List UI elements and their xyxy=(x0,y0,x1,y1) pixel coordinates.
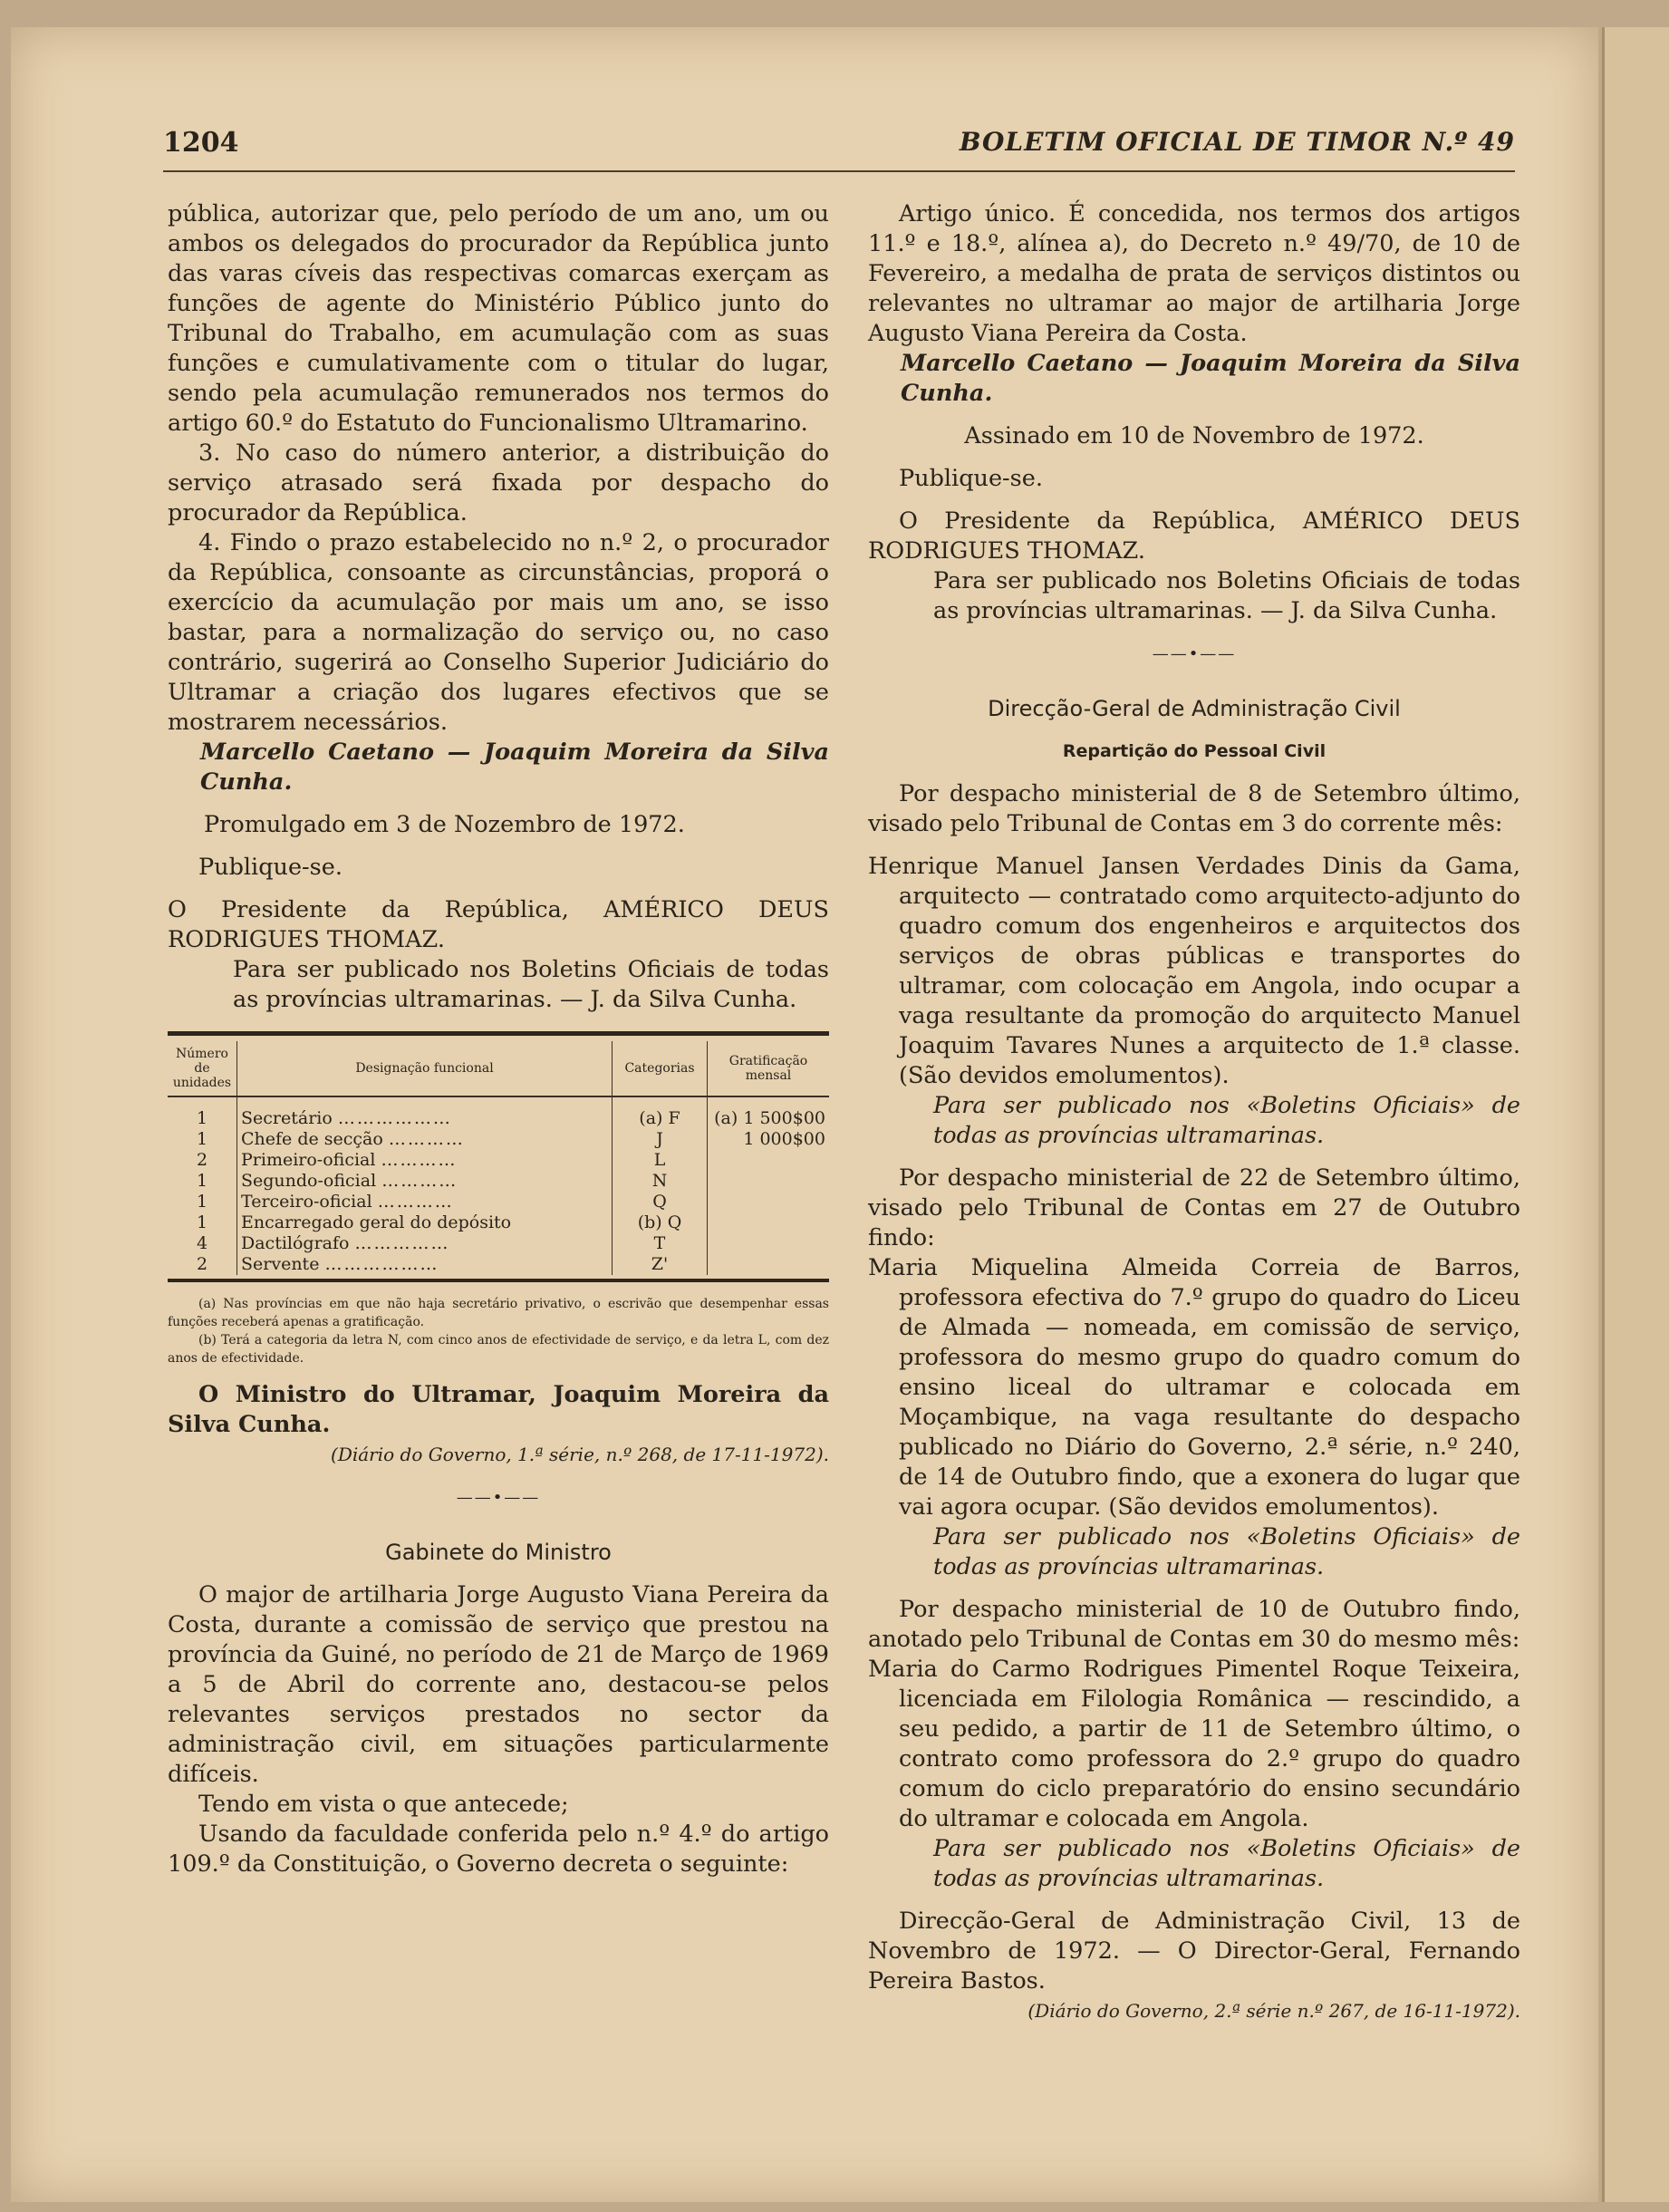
publication-order: Para ser publicado nos «Boletins Oficiais» de todas as províncias ultramarinas. xyxy=(933,1835,1520,1892)
left-column xyxy=(168,199,829,1879)
col-header-designation: Designação funcional xyxy=(237,1041,613,1096)
publique-se: Publique-se. xyxy=(198,854,342,881)
col-header-gratuity: Gratificação mensal xyxy=(708,1041,830,1096)
paragraph-3: 3. No caso do número anterior, a distribuição do serviço atrasado será fixada por despacho do procurador da República. xyxy=(168,440,829,526)
right-column xyxy=(868,199,1520,2026)
publication-order: Para ser publicado nos «Boletins Oficiais» de todas as províncias ultramarinas. xyxy=(933,1523,1520,1580)
sole-article: Artigo único. É concedida, nos termos dos artigos 11.º e 18.º, alínea a), do Decreto n.º 49/70, de 10 de Fevereiro, a medalha de prata de serviços distintos ou relevantes no ultramar ao major de artilharia Jorge Augusto Viana Pereira da Costa. xyxy=(868,200,1520,347)
table-row: 1 Segundo-oficial ………… N xyxy=(168,1171,829,1192)
president-line: O Presidente da República, AMÉRICO DEUS RODRIGUES THOMAZ. xyxy=(168,896,829,953)
paragraph-major: O major de artilharia Jorge Augusto Viana Pereira da Costa, durante a comissão de serviço que prestou na província da Guiné, no período de 21 de Março de 1969 a 5 de Abril do corrente ano, destacou-se pelos relevantes serviços prestados no sector da administração civil, em situações particularmente difíceis. xyxy=(168,1581,829,1788)
subsection-heading-reparticao: Repartição do Pessoal Civil xyxy=(1062,741,1327,761)
publique-se: Publique-se. xyxy=(899,465,1043,492)
table-row: 2 Servente ……………… Z' xyxy=(168,1254,829,1275)
table-row: 1 Chefe de secção ………… J 1 000$00 xyxy=(168,1129,829,1150)
appointment-maria-miquelina: Maria Miquelina Almeida Correia de Barros, professora efectiva do 7.º grupo do quadro do Liceu de Almada — nomeada, em comissão de serviço, professora do mesmo grupo do quadro comum do ensino liceal do ultramar e colocada em Moçambique, na vaga resultante do despacho publicado no Diário do Governo, 2.ª série, n.º 240, de 14 de Outubro findo, que a exonera do lugar que vai agora ocupar. (São devidos emolumentos). xyxy=(868,1254,1520,1521)
minister-signature: O Ministro do Ultramar, Joaquim Moreira da Silva Cunha. xyxy=(168,1381,829,1438)
header-rule xyxy=(163,170,1515,172)
president-line: O Presidente da República, AMÉRICO DEUS RODRIGUES THOMAZ. xyxy=(868,507,1520,565)
page-number: 1204 xyxy=(163,127,239,159)
section-heading-direccao: Direcção-Geral de Administração Civil xyxy=(988,696,1401,721)
table-note-b: (b) Terá a categoria da letra N, com cinco anos de efectividade de serviço, e da letra L, com dez anos de efectividade. xyxy=(168,1333,829,1366)
col-header-category: Categorias xyxy=(613,1041,708,1096)
section-heading-gabinete: Gabinete do Ministro xyxy=(385,1540,612,1565)
despacho-2: Por despacho ministerial de 22 de Setembro último, visado pelo Tribunal de Contas em 27 de Outubro findo: xyxy=(868,1164,1520,1251)
paragraph-4: 4. Findo o prazo estabelecido no n.º 2, o procurador da República, consoante as circunstâncias, proporá o exercício da acumulação por mais um ano, se isso bastar, para a normalização do serviço ou, no caso contrário, sugerirá ao Conselho Superior Judiciário do Ultramar a criação dos lugares efectivos que se mostrarem necessários. xyxy=(168,529,829,736)
rescission-maria-do-carmo: Maria do Carmo Rodrigues Pimentel Roque Teixeira, licenciada em Filologia Românica — rescindido, a seu pedido, a partir de 11 de Setembro último, o contrato como professora do 2.º grupo do quadro comum do ciclo preparatório do ensino secundário do ultramar e colocada em Angola. xyxy=(868,1656,1520,1832)
publication-order: Para ser publicado nos Boletins Oficiais de todas as províncias ultramarinas. — J. da Silva Cunha. xyxy=(233,956,829,1013)
signed-date: Assinado em 10 de Novembro de 1972. xyxy=(964,422,1424,449)
next-page-edge xyxy=(1602,27,1669,2202)
promulgation-date: Promulgado em 3 de Nozembro de 1972. xyxy=(204,811,685,838)
table-row: 1 Secretário ……………… (a) F (a) 1 500$00 xyxy=(168,1108,829,1129)
col-header-units: Número de unidades xyxy=(168,1041,237,1096)
ornament-divider: ——•—— xyxy=(1152,644,1237,663)
table-row: 1 Terceiro-oficial ………… Q xyxy=(168,1192,829,1212)
source-reference: (Diário do Governo, 1.ª série, n.º 268, de 17-11-1972). xyxy=(331,1444,829,1465)
staff-table xyxy=(168,1041,829,1275)
publication-order: Para ser publicado nos Boletins Oficiais de todas as províncias ultramarinas. — J. da Silva Cunha. xyxy=(933,567,1520,624)
paragraph-tendo: Tendo em vista o que antecede; xyxy=(198,1791,569,1818)
appointment-henrique: Henrique Manuel Jansen Verdades Dinis da Gama, arquitecto — contratado como arquitecto-adjunto do quadro comum dos engenheiros e arquitectos dos serviços de obras públicas e transportes do ultramar, com colocação em Angola, indo ocupar a vaga resultante da promoção do arquitecto Manuel Joaquim Tavares Nunes a arquitecto de 1.ª classe. (São devidos emolumentos). xyxy=(868,853,1520,1089)
paragraph-continued: pública, autorizar que, pelo período de um ano, um ou ambos os delegados do procurador da República junto das varas cíveis das respectivas comarcas exerçam as funções de agente do Ministério Público junto do Tribunal do Trabalho, em acumulação com as suas funções e cumulativamente com o titular do lugar, sendo pela acumulação remunerados nos termos do artigo 60.º do Estatuto do Funcionalismo Ultramarino. xyxy=(168,200,829,437)
ornament-divider: ——•—— xyxy=(456,1488,541,1507)
table-row: 1 Encarregado geral do depósito (b) Q xyxy=(168,1212,829,1233)
table-row: 4 Dactilógrafo …………… T xyxy=(168,1233,829,1254)
signature-line: Marcello Caetano — Joaquim Moreira da Silva Cunha. xyxy=(200,739,829,796)
table-top-rule xyxy=(168,1031,829,1036)
despacho-3: Por despacho ministerial de 10 de Outubro findo, anotado pelo Tribunal de Contas em 30 do mesmo mês: xyxy=(868,1596,1520,1653)
source-reference: (Diário do Governo, 2.ª série n.º 267, de 16-11-1972). xyxy=(1027,2000,1520,2022)
publication-order: Para ser publicado nos «Boletins Oficiais» de todas as províncias ultramarinas. xyxy=(933,1092,1520,1149)
closing-signature: Direcção-Geral de Administração Civil, 13 de Novembro de 1972. — O Director-Geral, Fernando Pereira Bastos. xyxy=(868,1908,1520,1995)
despacho-1: Por despacho ministerial de 8 de Setembro último, visado pelo Tribunal de Contas em 3 do corrente mês: xyxy=(868,780,1520,837)
paragraph-usando: Usando da faculdade conferida pelo n.º 4.º do artigo 109.º da Constituição, o Governo decreta o seguinte: xyxy=(168,1821,829,1878)
signature-line: Marcello Caetano — Joaquim Moreira da Silva Cunha. xyxy=(901,350,1520,407)
table-note-a: (a) Nas províncias em que não haja secretário privativo, o escrivão que desempenhar essas funções receberá apenas a gratificação. xyxy=(168,1297,829,1329)
table-row: 2 Primeiro-oficial ………… L xyxy=(168,1150,829,1171)
publication-title: BOLETIM OFICIAL DE TIMOR N.º 49 xyxy=(959,127,1515,157)
